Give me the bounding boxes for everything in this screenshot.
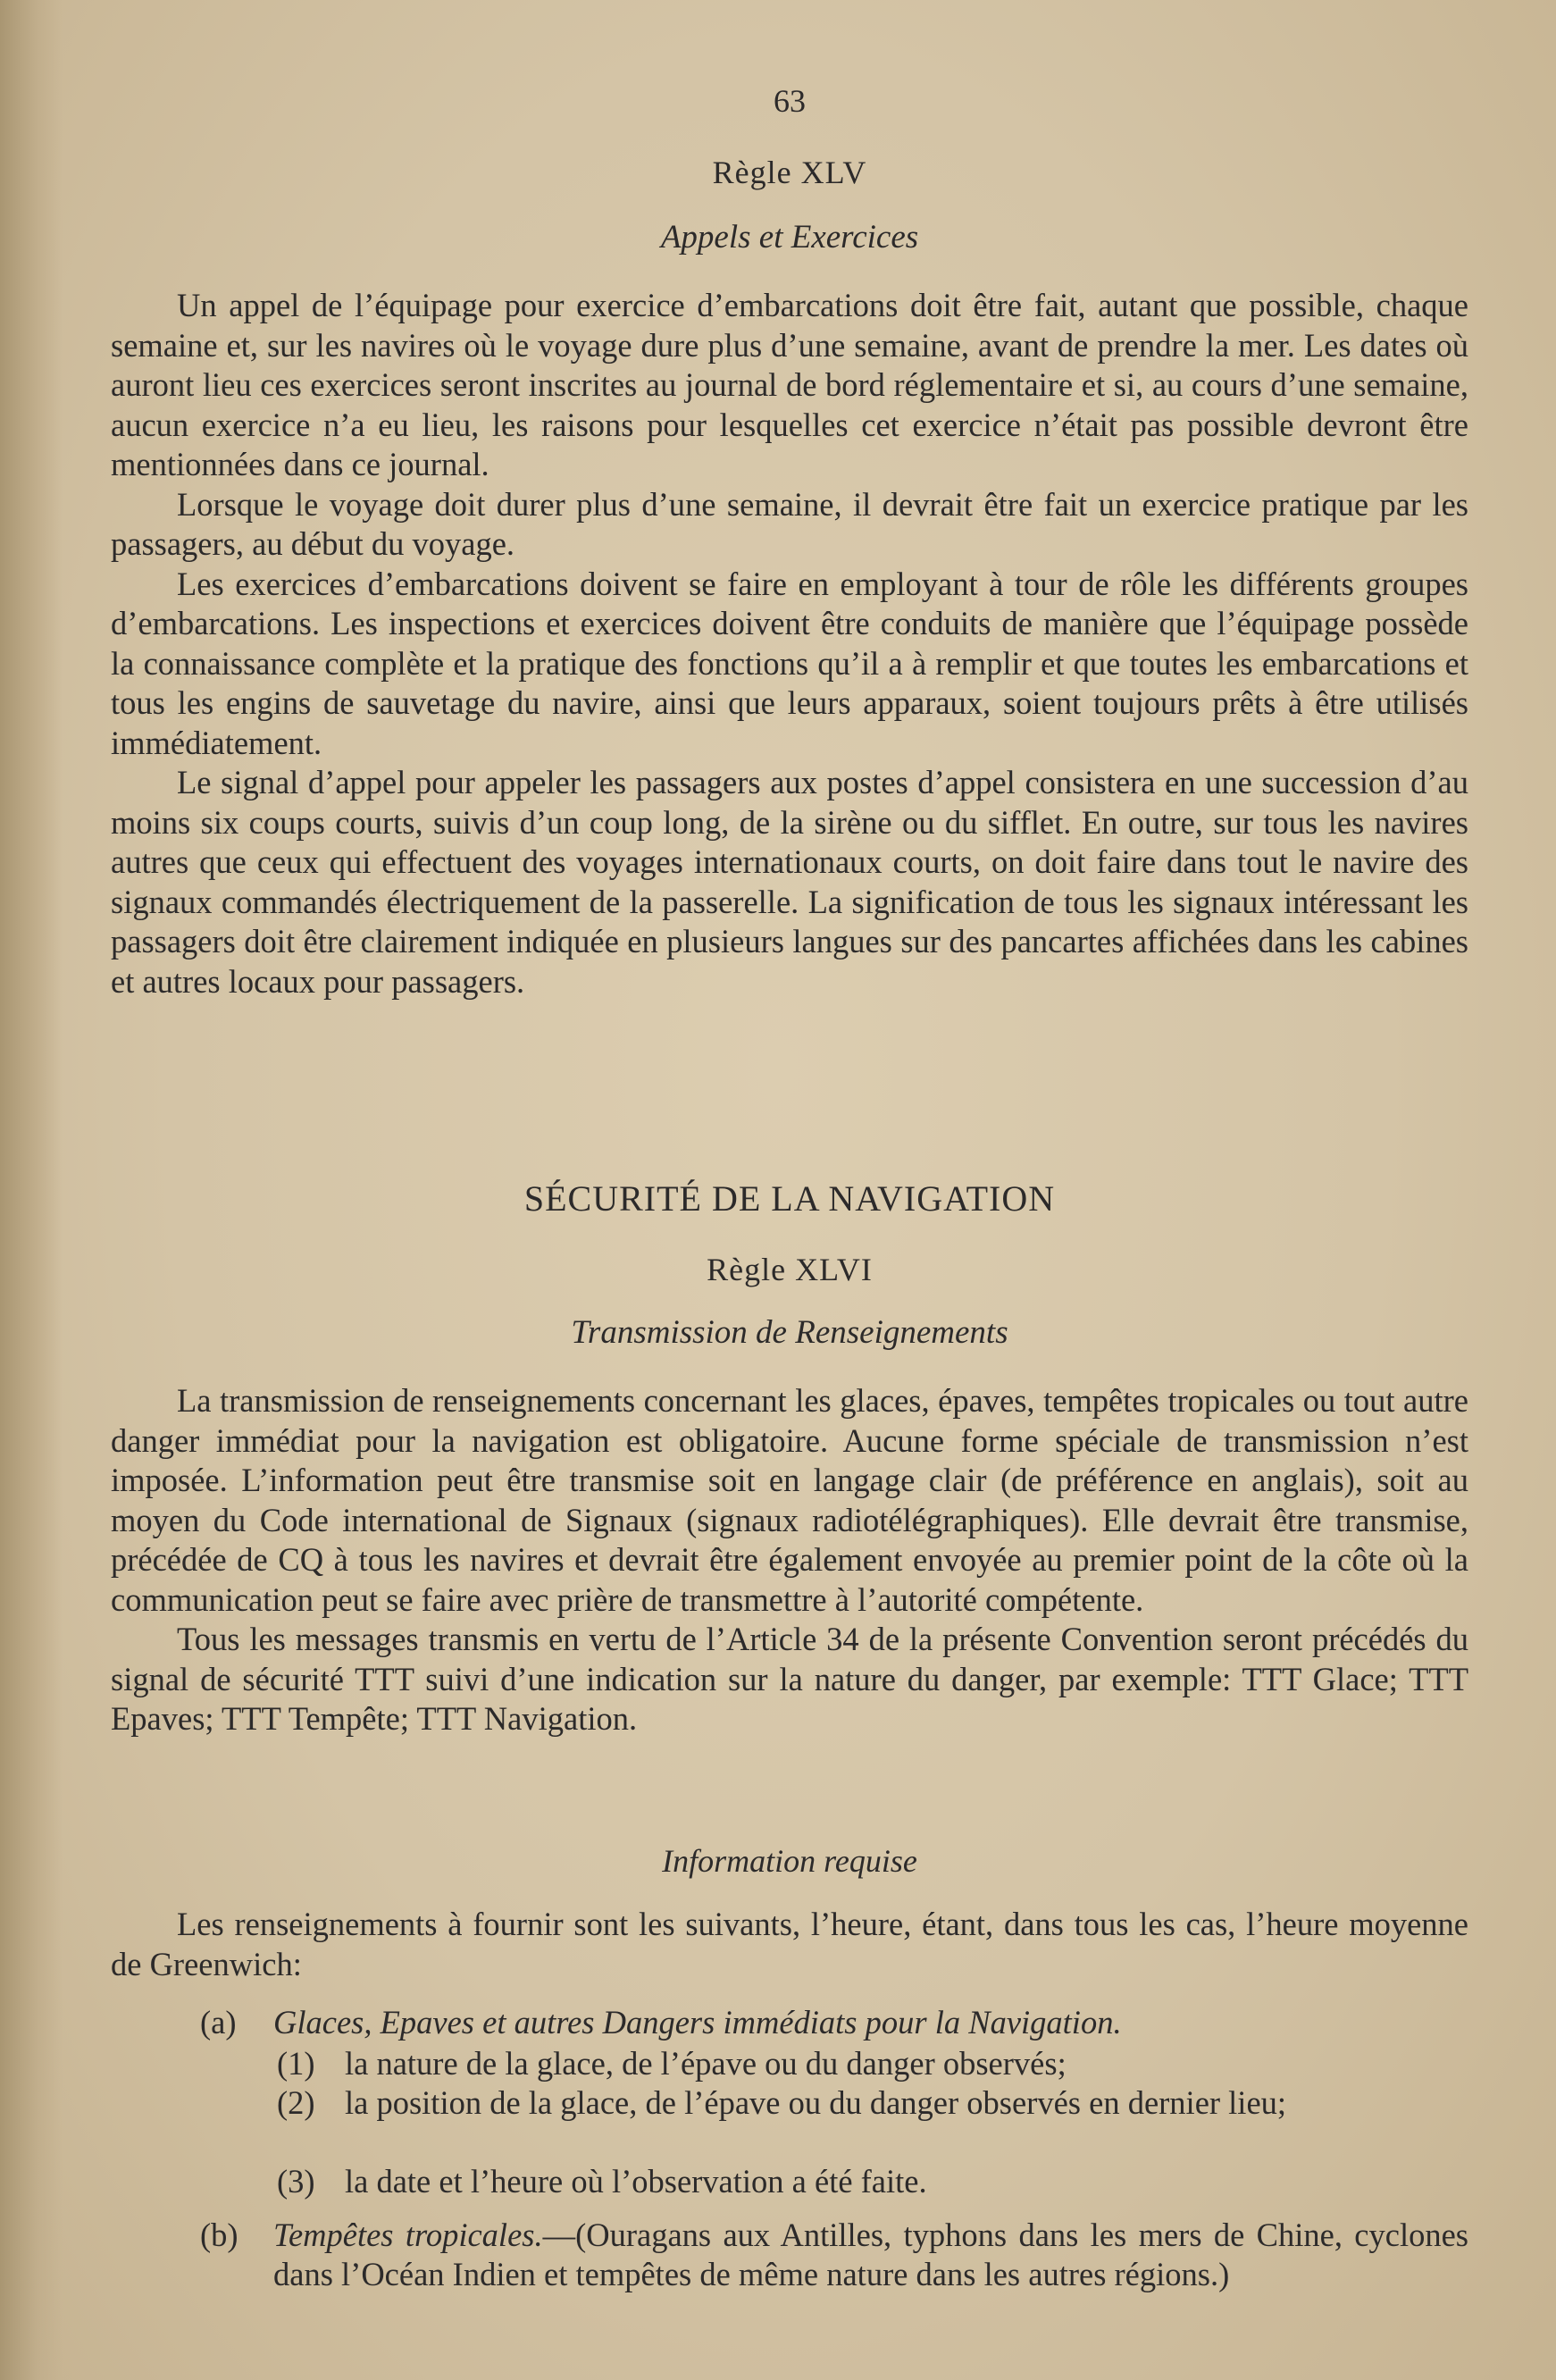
sub-item-text: la position de la glace, de l’épave ou du danger observés en dernier lieu; (345, 2084, 1287, 2121)
rule-45-body (111, 286, 1468, 1001)
sub-item-text: la date et l’heure où l’observation a été faite. (345, 2163, 927, 2200)
item-a-title: Glaces, Epaves et autres Dangers immédiats pour la Navigation. (273, 2004, 1122, 2041)
paragraph: La transmission de renseignements concernant les glaces, épaves, tempêtes tropicales ou tout autre danger immédiat pour la navigation est obligatoire. Aucune forme spéciale de transmission n’est imposée. L’information peut être transmise soit en langage clair (de préférence en anglais), soit au moyen du Code international de Signaux (signaux radiotélégraphiques). Elle devrait être transmise, précédée de CQ à tous les navires et devrait être également envoyée au premier point de la côte où la communication peut se faire avec prière de transmettre à l’autorité compétente. (111, 1382, 1468, 1618)
item-b-label: (b) (200, 2217, 238, 2253)
sub-item (277, 2162, 1468, 2201)
rule-45-title: Règle XLV (712, 155, 867, 190)
sub-item (277, 2044, 1468, 2083)
paragraph: Le signal d’appel pour appeler les passagers aux postes d’appel consistera en une succession d’au moins six coups courts, suivis d’un coup long, de la sirène ou du sifflet. En outre, sur tous les navires autres que ceux qui effectuent des voyages internationaux courts, on doit faire dans tout le navire des signaux commandés électriquement de la passerelle. La signification de tous les signaux intéressant les passagers doit être clairement indiquée en plusieurs langues sur des pancartes affichées dans les cabines et autres locaux pour passagers. (111, 764, 1468, 1000)
sub-item-label: (2) (277, 2084, 315, 2121)
paragraph: Lorsque le voyage doit durer plus d’une semaine, il devrait être fait un exercice pratique par les passagers, au début du voyage. (111, 485, 1468, 562)
paragraph: Les exercices d’embarcations doivent se faire en employant à tour de rôle les différents groupes d’embarcations. Les inspections et exercices doivent être conduits de manière que l’équipage possède la connaissance complète et la pratique des fonctions qu’il a à remplir et que toutes les embarcations et tous les engins de sauvetage du navire, ainsi que leurs apparaux, soient toujours prêts à être utilisés immédiatement. (111, 565, 1468, 761)
binding-gutter (0, 0, 63, 2380)
page-number: 63 (774, 83, 806, 119)
item-b-title: Tempêtes tropicales. (273, 2217, 543, 2253)
info-paragraph: Les renseignements à fournir sont les suivants, l’heure, étant, dans tous les cas, l’heure moyenne de Greenwich: (111, 1906, 1468, 1982)
section-title: SÉCURITÉ DE LA NAVIGATION (523, 1178, 1056, 1219)
sub-item-label: (3) (277, 2163, 315, 2200)
list-item-b (200, 2216, 1468, 2294)
item-b-text: —(Ouragans aux Antilles, typhons dans les mers de Chine, cyclones dans l’Océan Indien et tempêtes de même nature dans les autres régions.) (273, 2217, 1468, 2292)
rule-45-subtitle: Appels et Exercices (660, 219, 919, 256)
item-a-label: (a) (200, 2004, 237, 2041)
paragraph: Un appel de l’équipage pour exercice d’embarcations doit être fait, autant que possible, chaque semaine et, sur les navires où le voyage dure plus d’une semaine, avant de prendre la mer. Les dates où auront lieu ces exercices seront inscrites au journal de bord réglementaire et si, au cours d’une semaine, aucun exercice n’a eu lieu, les raisons pour lesquelles cet exercice n’était pas possible devront être mentionnées dans ce journal. (111, 287, 1468, 482)
sub-item-text: la nature de la glace, de l’épave ou du danger observés; (345, 2045, 1067, 2082)
paragraph: Tous les messages transmis en vertu de l’Article 34 de la présente Convention seront précédés du signal de sécurité TTT suivi d’une indication sur la nature du danger, par exemple: TTT Glace; TTT Epaves; TTT Tempête; TTT Navigation. (111, 1621, 1468, 1737)
rule-46-title: Règle XLVI (707, 1252, 873, 1287)
rule-45-heading (111, 154, 1468, 191)
sub-item-label: (1) (277, 2045, 315, 2082)
info-subtitle: Information requise (662, 1843, 917, 1879)
rule-46-body (111, 1381, 1468, 1739)
sub-item (277, 2083, 1468, 2123)
rule-46-subtitle: Transmission de Renseignements (571, 1314, 1008, 1351)
